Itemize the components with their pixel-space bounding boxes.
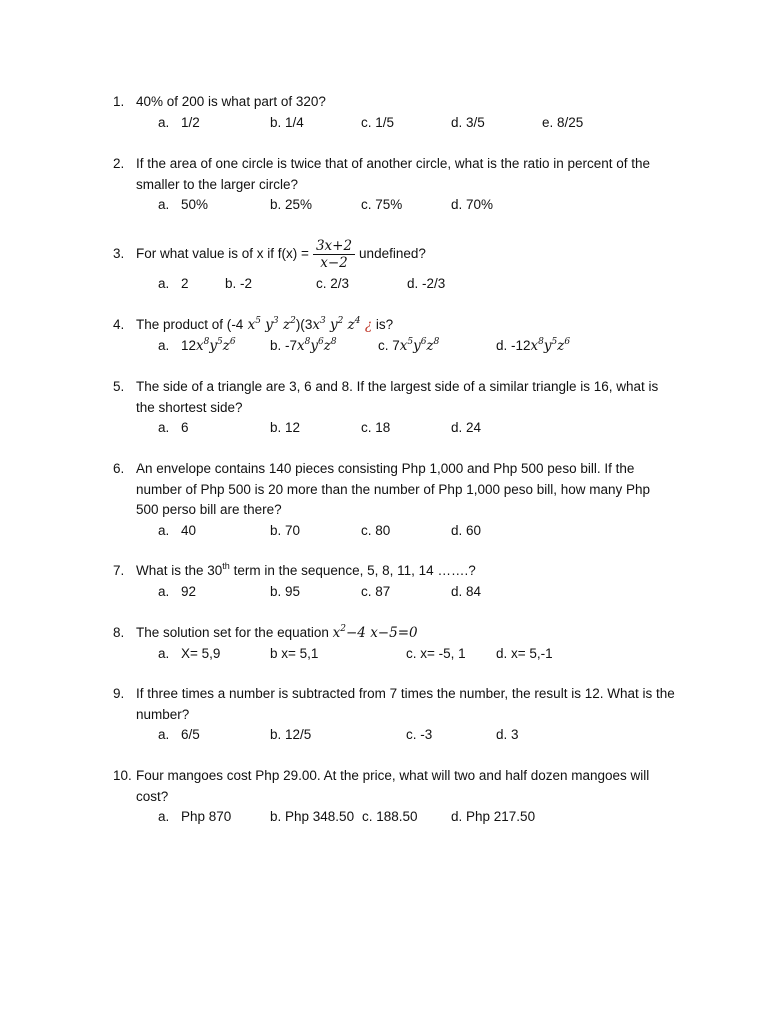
option-d: d. 3/5 bbox=[451, 114, 485, 130]
question-text: An envelope contains 140 pieces consisting Php 1,000 and Php 500 peso bill. If the number of Php 500 is 20 more than the number of Php 1,000 peso bill, how many Php 500 perso bill are there? bbox=[136, 461, 651, 517]
option-e: e. 8/25 bbox=[542, 114, 584, 130]
option-d: d. 3 bbox=[496, 727, 519, 742]
option-c: c. 2/3 bbox=[316, 276, 350, 291]
option-d: d. -2/3 bbox=[407, 276, 446, 291]
option-a: a. 6 bbox=[158, 420, 189, 435]
question-number: 7. bbox=[113, 563, 125, 578]
question-9 bbox=[0, 684, 768, 746]
option-b: b. 1/4 bbox=[270, 114, 304, 130]
question-text: If the area of one circle is twice that of another circle, what is the ratio in percent of the smaller to the larger circle? bbox=[136, 156, 651, 192]
option-b: b. -2 bbox=[225, 276, 253, 291]
option-c: c. -3 bbox=[406, 727, 433, 742]
question-6 bbox=[0, 459, 768, 541]
question-number: 8. bbox=[113, 625, 125, 640]
option-c: c. 75% bbox=[361, 197, 403, 212]
question-text: The side of a triangle are 3, 6 and 8. If the largest side of a similar triangle is 16, what is the shortest side? bbox=[136, 379, 659, 415]
option-a: a. 2 bbox=[158, 276, 189, 291]
question-7 bbox=[0, 561, 768, 602]
question-1 bbox=[0, 92, 768, 133]
option-c: c. 1/5 bbox=[361, 114, 395, 130]
question-3 bbox=[0, 236, 768, 295]
question-number: 1. bbox=[113, 94, 125, 109]
options bbox=[0, 113, 768, 134]
option-d: d. 24 bbox=[451, 420, 482, 435]
option-b: b x= 5,1 bbox=[270, 645, 319, 661]
question-text: The product of (-4 $x^5$ $y^3$ $z^2)(3x^3$ $y^2$ $z^4$ ¿ is? bbox=[136, 316, 394, 333]
option-a: a. 1/2 bbox=[158, 114, 200, 130]
option-d: d. 84 bbox=[451, 583, 482, 599]
option-a: a. 40 bbox=[158, 522, 197, 538]
option-b: b. 25% bbox=[270, 197, 313, 212]
option-b: b. 95 bbox=[270, 583, 301, 599]
options bbox=[0, 418, 768, 439]
option-c: c. $7x^5y^6z^8$ bbox=[378, 336, 440, 354]
options bbox=[0, 582, 768, 603]
question-4 bbox=[0, 315, 768, 356]
inverted-question-glyph: ¿ bbox=[364, 317, 373, 333]
question-text: If three times a number is subtracted from 7 times the number, the result is 12. What is the number? bbox=[136, 686, 675, 722]
question-8 bbox=[0, 623, 768, 664]
question-text: For what value is of x if f(x) = $\frac{3x+2}{x-2}$ undefined? bbox=[136, 237, 426, 271]
option-a: a. 6/5 bbox=[158, 727, 200, 742]
question-number: 6. bbox=[113, 461, 125, 476]
question-number: 2. bbox=[113, 156, 125, 171]
question-2 bbox=[0, 154, 768, 216]
option-d: d. x= 5,-1 bbox=[496, 645, 553, 661]
option-b: b. 12 bbox=[270, 420, 301, 435]
option-a: a. X= 5,9 bbox=[158, 645, 221, 661]
option-d: d. 70% bbox=[451, 197, 494, 212]
option-a: a. $12x^8y^5z^6$ bbox=[158, 336, 236, 354]
question-number: 3. bbox=[113, 246, 125, 261]
question-number: 4. bbox=[113, 317, 125, 332]
option-d: d. 60 bbox=[451, 522, 482, 538]
options bbox=[0, 274, 768, 295]
option-c: c. 188.50 bbox=[362, 809, 418, 824]
option-d: d. Php 217.50 bbox=[451, 809, 536, 824]
question-text: Four mangoes cost Php 29.00. At the price, what will two and half dozen mangoes will cost? bbox=[136, 768, 650, 804]
option-d: d. $-12x^8y^5z^6$ bbox=[496, 336, 571, 354]
question-10 bbox=[0, 766, 768, 828]
option-a: a. Php 870 bbox=[158, 809, 232, 824]
option-a: a. 92 bbox=[158, 583, 197, 599]
question-text: 40% of 200 is what part of 320? bbox=[136, 94, 326, 109]
options bbox=[0, 336, 768, 357]
question-number: 9. bbox=[113, 686, 125, 701]
question-number: 10. bbox=[113, 768, 132, 783]
equation: $x^2-4$ x−5=0 bbox=[332, 624, 418, 641]
option-b: b. 12/5 bbox=[270, 727, 312, 742]
options bbox=[0, 521, 768, 542]
option-c: c. 87 bbox=[361, 583, 391, 599]
options bbox=[0, 644, 768, 665]
option-a: a. 50% bbox=[158, 197, 209, 212]
question-text: What is the 30th term in the sequence, 5, 8, 11, 14 …….? bbox=[136, 561, 476, 578]
question-text: The solution set for the equation $x^2-4$ x−5=0 bbox=[136, 624, 418, 641]
question-5 bbox=[0, 377, 768, 439]
options bbox=[0, 725, 768, 746]
option-c: c. 80 bbox=[361, 522, 391, 538]
option-c: c. x= -5, 1 bbox=[406, 645, 466, 661]
question-number: 5. bbox=[113, 379, 125, 394]
options bbox=[0, 807, 768, 828]
options bbox=[0, 195, 768, 216]
option-c: c. 18 bbox=[361, 420, 391, 435]
option-b: b. $-7x^8y^6z^8$ bbox=[270, 336, 337, 354]
option-b: b. 70 bbox=[270, 522, 301, 538]
fraction: $\frac{3x+2}{x-2}$ bbox=[313, 238, 355, 271]
option-b: b. Php 348.50 bbox=[270, 809, 355, 824]
